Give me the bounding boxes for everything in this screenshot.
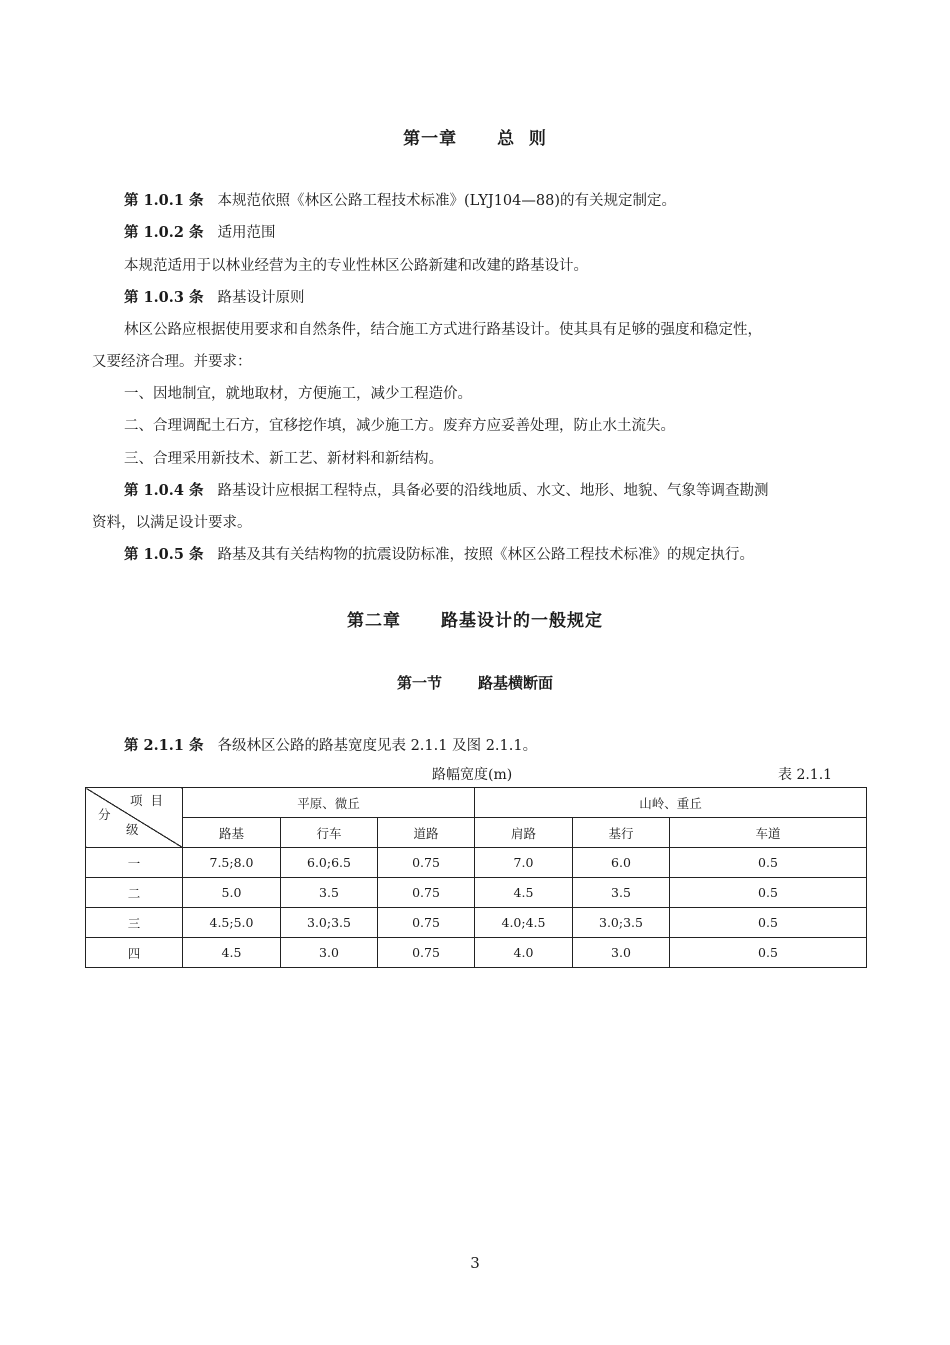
column-group-mountain: 山岭、重丘 (475, 788, 867, 818)
article-1-0-3-body-line-1: 林区公路应根据使用要求和自然条件，结合施工方式进行路基设计。使其具有足够的强度和稳定性， (124, 322, 762, 338)
table-cell: 三 (86, 908, 183, 938)
article-1-0-2-body: 本规范适用于以林业经营为主的专业性林区公路新建和改建的路基设计。 (124, 258, 588, 274)
table-cell: 3.0;3.5 (573, 908, 670, 938)
requirement-item-2: 二、合理调配土石方，宜移挖作填，减少施工方。废弃方应妥善处理，防止水土流失。 (124, 418, 675, 434)
table-cell: 7.5;8.0 (183, 848, 281, 878)
table-row (86, 908, 867, 938)
article-text: 路基设计应根据工程特点，具备必要的沿线地质、水文、地形、地貌、气象等调查勘测 (217, 483, 769, 499)
article-1-0-3 (92, 282, 862, 314)
road-width-table (85, 787, 867, 968)
table-cell: 0.5 (670, 938, 867, 968)
table-cell: 6.0;6.5 (281, 848, 378, 878)
table-number: 表 2.1.1 (778, 767, 833, 783)
chapter-2-title: 路基设计的一般规定 (441, 611, 603, 631)
table-cell: 0.5 (670, 908, 867, 938)
table-cell: 3.0 (573, 938, 670, 968)
article-1-0-5 (92, 539, 862, 571)
article-label: 第 1.0.4 条 (124, 482, 204, 499)
article-text: 本规范依照《林区公路工程技术标准》(LYJ104—88)的有关规定制定。 (217, 193, 676, 209)
chapter-1-number: 第一章 (403, 129, 458, 149)
table-cell: 7.0 (475, 848, 573, 878)
table-corner-cell (86, 788, 183, 848)
table-cell: 0.5 (670, 848, 867, 878)
requirement-item-1: 一、因地制宜，就地取材，方便施工，减少工程造价。 (124, 386, 472, 402)
column-header: 基行 (573, 818, 670, 848)
table-row (86, 878, 867, 908)
chapter-2-number: 第二章 (347, 611, 401, 631)
table-cell: 3.5 (573, 878, 670, 908)
page-number: 3 (470, 1254, 480, 1272)
corner-fen-label: 分 (98, 807, 111, 822)
table-cell: 0.75 (378, 908, 475, 938)
table-cell: 4.0 (475, 938, 573, 968)
table-cell: 3.5 (281, 878, 378, 908)
article-1-0-1 (92, 185, 862, 217)
article-text: 各级林区公路的路基宽度见表 2.1.1 及图 2.1.1。 (217, 738, 538, 754)
section-1-title: 路基横断面 (478, 674, 554, 692)
article-label: 第 2.1.1 条 (124, 737, 204, 754)
table-cell: 二 (86, 878, 183, 908)
chapter-1-title: 总 则 (497, 129, 547, 149)
table-cell: 0.75 (378, 938, 475, 968)
table-row (86, 938, 867, 968)
table-cell: 四 (86, 938, 183, 968)
table-cell: 6.0 (573, 848, 670, 878)
column-group-plain: 平原、微丘 (183, 788, 475, 818)
table-cell: 3.0 (281, 938, 378, 968)
table-cell: 3.0;3.5 (281, 908, 378, 938)
section-1-number: 第一节 (396, 674, 442, 692)
table-header-row-2 (86, 818, 867, 848)
table-cell: 0.75 (378, 848, 475, 878)
chapter-1-heading (0, 124, 950, 149)
table-header-row-1 (86, 788, 867, 818)
table-cell: 0.5 (670, 878, 867, 908)
table-cell: 一 (86, 848, 183, 878)
corner-item-label: 项 目 (130, 793, 163, 808)
column-header: 行车 (281, 818, 378, 848)
table-row (86, 848, 867, 878)
article-label: 第 1.0.1 条 (124, 192, 204, 209)
requirement-item-3: 三、合理采用新技术、新工艺、新材料和新结构。 (124, 451, 443, 467)
article-1-0-4-body-line-2: 资料，以满足设计要求。 (92, 515, 252, 531)
chapter-2-heading (0, 606, 950, 631)
table-cell: 4.5 (475, 878, 573, 908)
corner-ji-label: 级 (126, 822, 139, 837)
table-cell: 4.0;4.5 (475, 908, 573, 938)
section-1-heading (0, 672, 950, 693)
article-1-0-3-body-line-2: 又要经济合理。并要求： (92, 354, 252, 370)
column-header: 车道 (670, 818, 867, 848)
column-header: 路基 (183, 818, 281, 848)
table-cell: 4.5 (183, 938, 281, 968)
article-1-0-4 (92, 475, 862, 507)
table-cell: 5.0 (183, 878, 281, 908)
article-text: 路基及其有关结构物的抗震设防标准，按照《林区公路工程技术标准》的规定执行。 (217, 547, 754, 563)
table-caption: 路幅宽度(m) (432, 767, 513, 783)
article-2-1-1 (92, 730, 862, 762)
article-label: 第 1.0.3 条 (124, 289, 204, 306)
article-label: 第 1.0.2 条 (124, 224, 204, 241)
article-label: 第 1.0.5 条 (124, 546, 204, 563)
column-header: 道路 (378, 818, 475, 848)
article-text: 适用范围 (217, 225, 276, 241)
table-cell: 4.5;5.0 (183, 908, 281, 938)
column-header: 肩路 (475, 818, 573, 848)
article-text: 路基设计原则 (217, 290, 305, 306)
article-1-0-2 (92, 217, 862, 249)
table-cell: 0.75 (378, 878, 475, 908)
